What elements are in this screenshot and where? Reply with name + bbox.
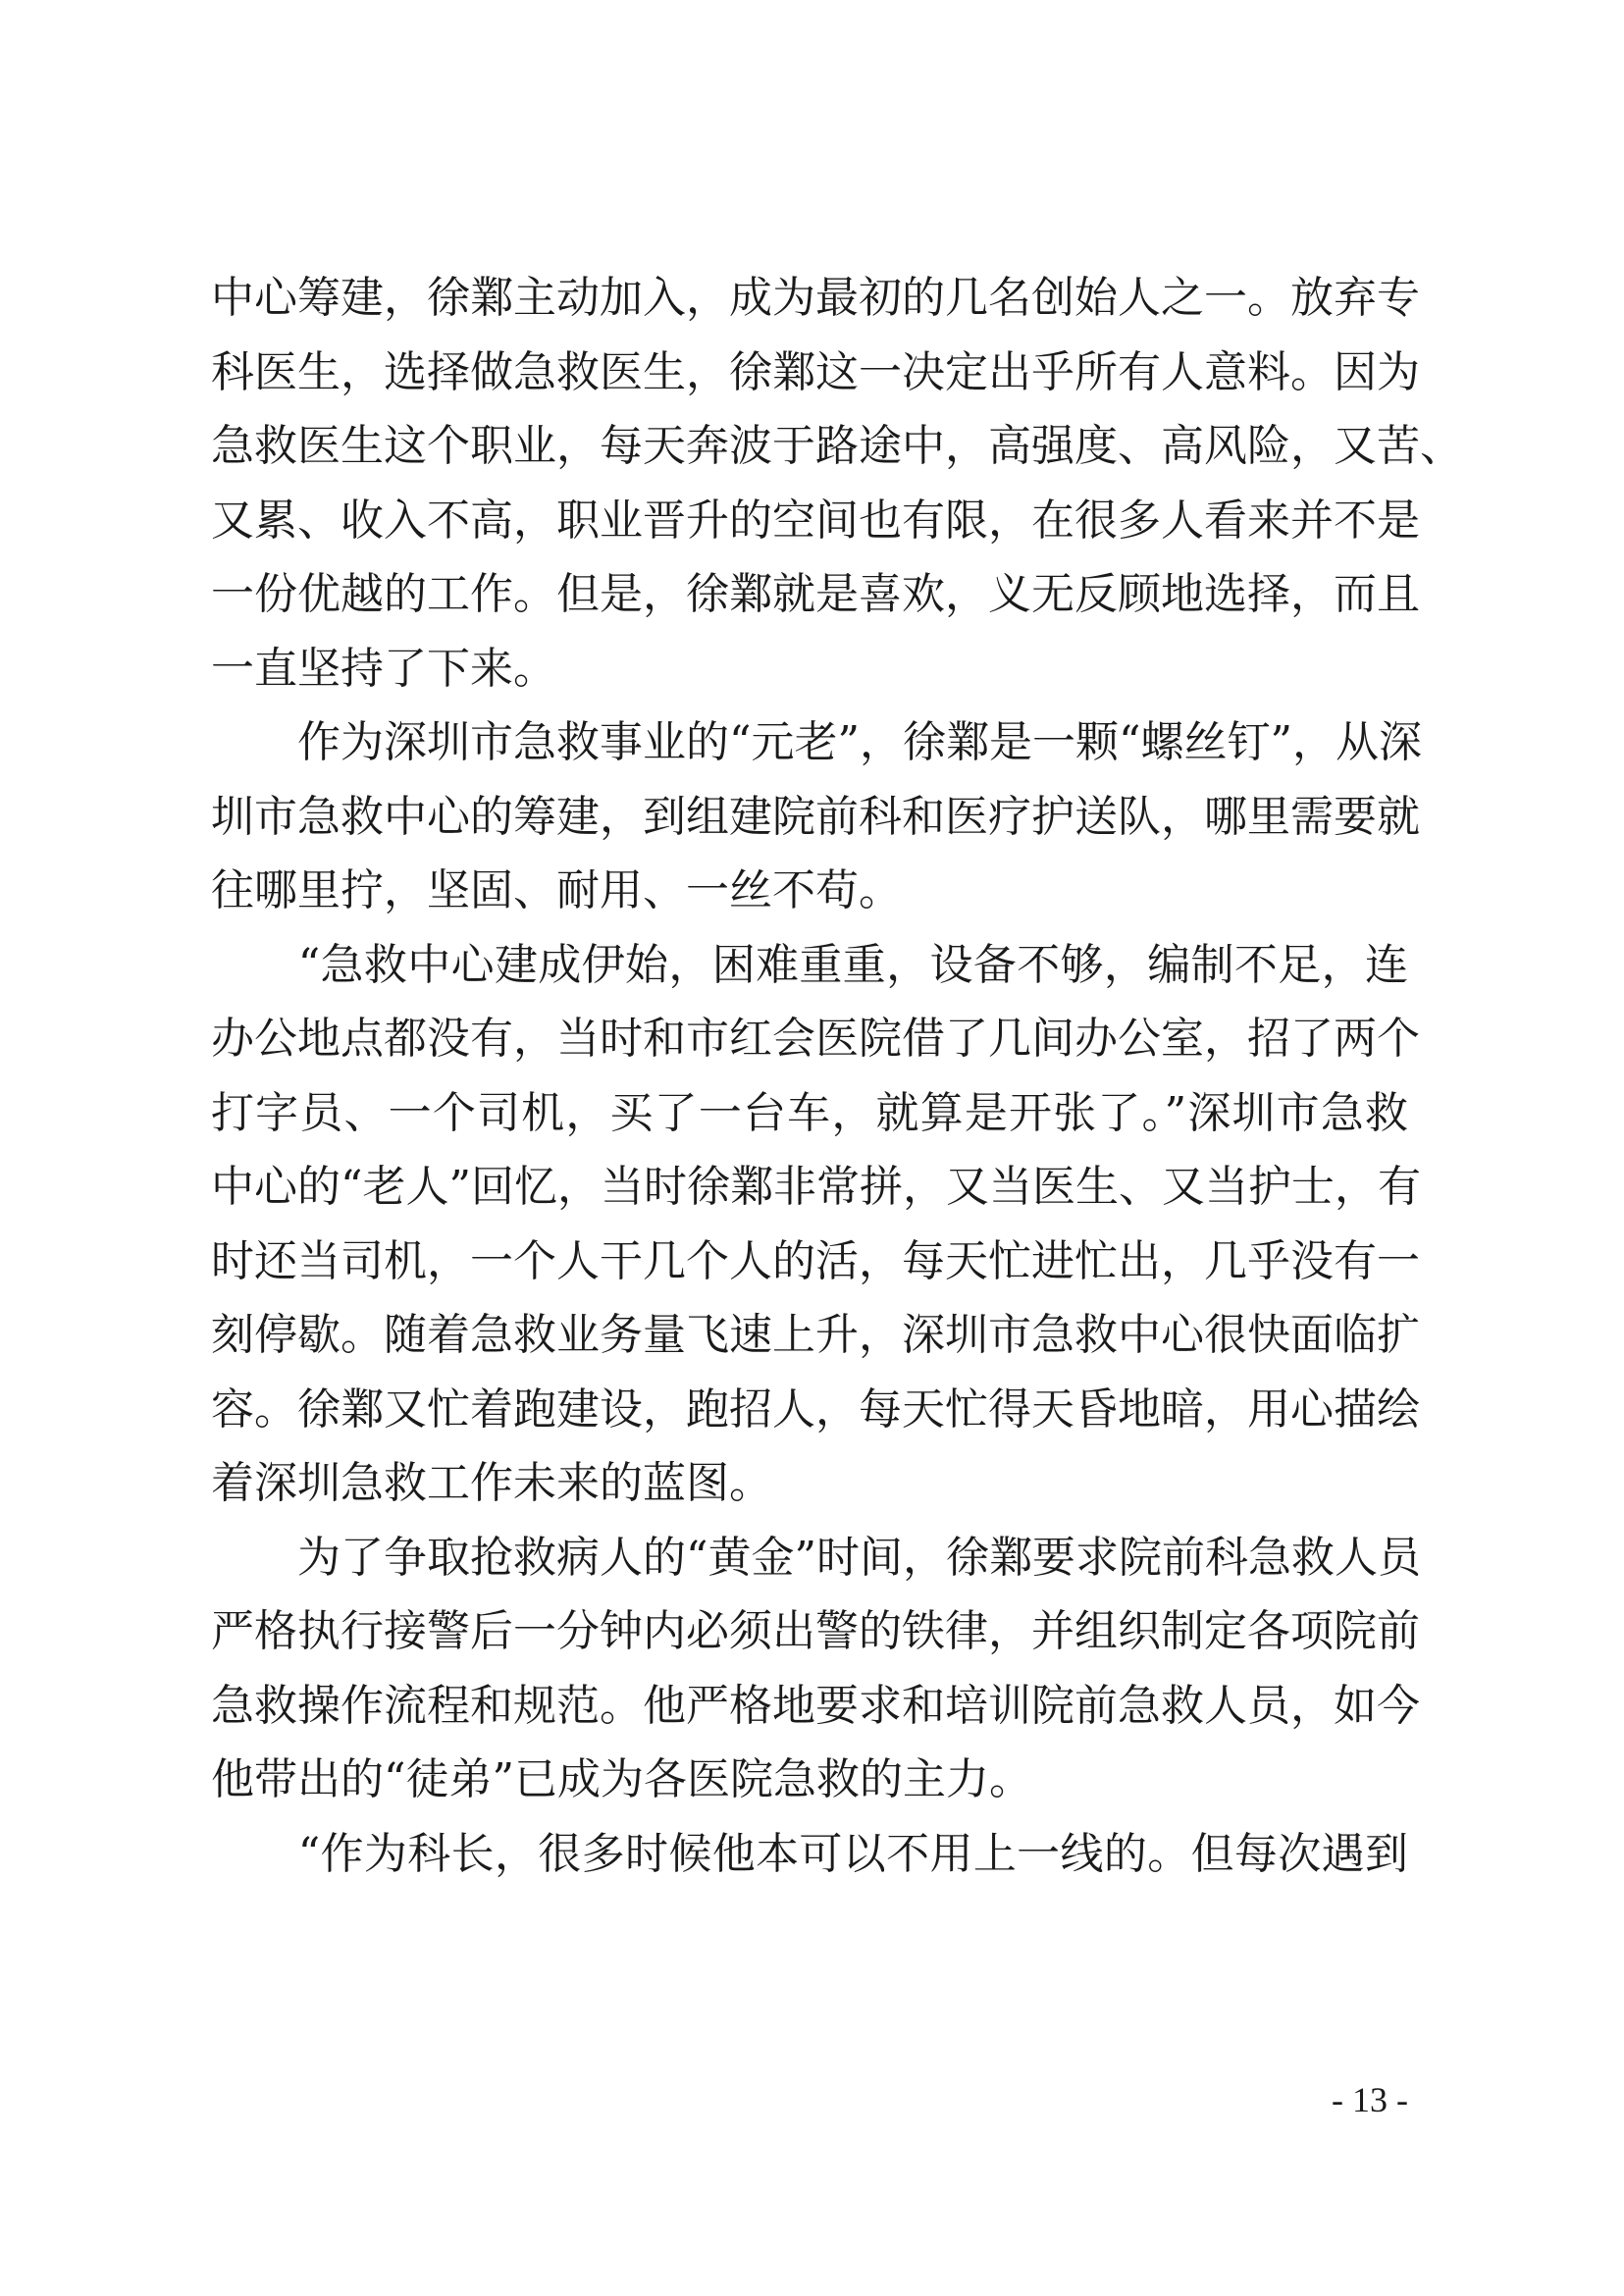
text-line: 又累、收入不高，职业晋升的空间也有限，在很多人看来并不是 (211, 495, 1420, 546)
text-line: 时还当司机，一个人干几个人的活，每天忙进忙出，几乎没有一 (211, 1235, 1420, 1286)
text-line: 圳市急救中心的筹建，到组建院前科和医疗护送队，哪里需要就 (211, 791, 1420, 842)
text-line: 着深圳急救工作未来的蓝图。 (211, 1458, 772, 1508)
text-line: 他带出的“徒弟”已成为各医院急救的主力。 (211, 1754, 1032, 1804)
text-line: 容。徐鄴又忙着跑建设，跑招人，每天忙得天昏地暗，用心描绘 (211, 1383, 1420, 1435)
text-line: 中心筹建，徐鄴主动加入，成为最初的几名创始人之一。放弃专 (211, 273, 1420, 323)
text-line: 作为深圳市急救事业的“元老”，徐鄴是一颗“螺丝钉”，从深 (211, 717, 1422, 767)
text-line: 为了争取抢救病人的“黄金”时间，徐鄴要求院前科急救人员 (211, 1532, 1421, 1583)
text-line: 急救医生这个职业，每天奔波于路途中，高强度、高风险，又苦、 (211, 421, 1463, 471)
text-line: 中心的“老人”回忆，当时徐鄴非常拼，又当医生、又当护士，有 (211, 1162, 1421, 1212)
text-line: 办公地点都没有，当时和市红会医院借了几间办公室，招了两个 (211, 1014, 1420, 1064)
text-line: 严格执行接警后一分钟内必须出警的铁律，并组织制定各项院前 (211, 1606, 1420, 1656)
text-line: “作为科长，很多时候他本可以不用上一线的。但每次遇到 (211, 1828, 1408, 1879)
text-line: “急救中心建成伊始，困难重重，设备不够，编制不足，连 (211, 939, 1408, 990)
text-line: 急救操作流程和规范。他严格地要求和培训院前急救人员，如今 (211, 1680, 1420, 1731)
text-line: 科医生，选择做急救医生，徐鄴这一决定出乎所有人意料。因为 (211, 346, 1420, 397)
text-line: 一份优越的工作。但是，徐鄴就是喜欢，义无反顾地选择，而且 (211, 569, 1420, 619)
body-text (211, 261, 1463, 1891)
text-line: 打字员、一个司机，买了一台车，就算是开张了。”深圳市急救 (211, 1087, 1408, 1138)
text-line: 刻停歇。随着急救业务量飞速上升，深圳市急救中心很快面临扩 (211, 1310, 1420, 1360)
text-line: 往哪里拧，坚固、耐用、一丝不苟。 (211, 865, 902, 915)
page-number: - 13 - (1332, 2080, 1408, 2119)
text-line: 一直坚持了下来。 (211, 643, 556, 694)
